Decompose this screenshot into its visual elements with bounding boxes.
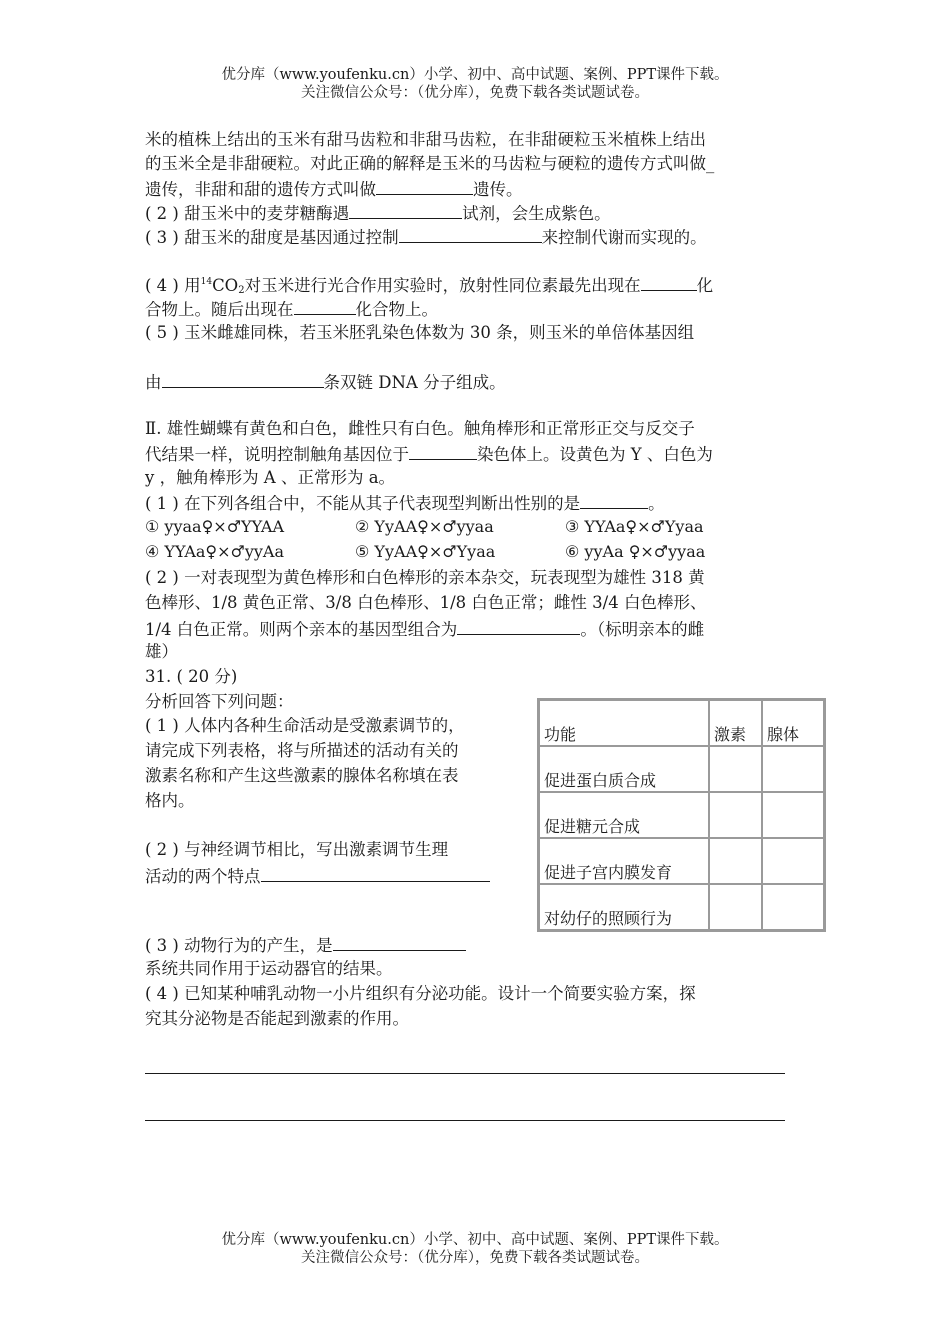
hormone-answer-cell[interactable] [709,884,762,930]
hormone-table [537,698,826,932]
text-segment: 化合物上。 [355,300,438,319]
text-segment: 染色体上。设黄色为 Y 、白色为 [477,445,713,464]
text-line: 系统共同作用于运动器官的结果。 [145,959,393,978]
hormone-answer-cell[interactable] [709,746,762,792]
text-line: 米的植株上结出的玉米有甜马齿粒和非甜马齿粒，在非甜硬粒玉米植株上结出 [145,130,706,149]
text-line: 请完成下列表格，将与所描述的活动有关的 [145,741,459,760]
question-line [145,490,665,516]
text-segment: 遗传，非甜和甜的遗传方式叫做 [145,180,376,199]
gland-answer-cell[interactable] [762,838,824,884]
answer-blank[interactable] [349,200,462,219]
text-segment: 由 [145,373,162,392]
text-line: ( 1 ) 人体内各种生命活动是受激素调节的， [145,716,465,735]
table-row [539,792,824,838]
text-line: 分析回答下列问题： [145,692,294,711]
column-header-gland: 腺体 [762,700,824,746]
question-title: 31. ( 20 分) [145,667,238,686]
answer-blank[interactable] [376,176,473,195]
text-line: 激素名称和产生这些激素的腺体名称填在表 [145,766,459,785]
gland-answer-cell[interactable] [762,884,824,930]
answer-blank[interactable] [333,932,466,951]
text-segment: 条双链 DNA 分子组成。 [323,373,506,392]
text-line: y ，触角棒形为 A 、正常形为 a。 [145,468,396,487]
text-segment: 活动的两个特点 [145,867,261,886]
question-line: ( 5 ) 玉米雌雄同株，若玉米胚乳染色体数为 30 条，则玉米的单倍体基因组 [145,323,695,342]
text-line: 究其分泌物是否能起到激素的作用。 [145,1009,409,1028]
text-line: ( 2 ) 与神经调节相比，写出激素调节生理 [145,840,449,859]
answer-blank[interactable] [261,863,490,882]
option-item: ② YyAA♀×♂yyaa [355,517,494,536]
text-segment: 合物上。随后出现在 [145,300,294,319]
answer-blank[interactable] [580,490,648,509]
hormone-answer-cell[interactable] [709,792,762,838]
page-footer [0,1231,950,1267]
option-item: ⑤ YyAA♀×♂Yyaa [355,542,496,561]
text-line [145,932,466,958]
text-segment: 。 [648,494,665,513]
footer-line-2: 关注微信公众号：（优分库），免费下载各类试题试卷。 [301,1250,649,1266]
table-header-row [539,700,824,746]
question-line [145,224,707,250]
answer-blank[interactable] [162,369,324,388]
answer-blank[interactable] [399,224,542,243]
text-line: Ⅱ. 雄性蝴蝶有黄色和白色，雌性只有白色。触角棒形和正常形正交与反交子 [145,419,695,438]
text-line [145,369,506,395]
text-segment: 来控制代谢而实现的。 [541,228,707,247]
question-line: ( 2 ) 一对表现型为黄色棒形和白色棒形的亲本杂交，玩表现型为雄性 318 黄 [145,568,705,587]
header-line-2: 关注微信公众号：（优分库），免费下载各类试题试卷。 [301,85,649,101]
text-segment: CO [212,276,239,295]
column-header-hormone: 激素 [709,700,762,746]
option-item: ⑥ yyAa ♀×♂yyaa [565,542,706,561]
text-segment: ( 3 ) 动物行为的产生，是 [145,936,333,955]
gland-answer-cell[interactable] [762,746,824,792]
text-segment: ( 3 ) 甜玉米的甜度是基因通过控制 [145,228,399,247]
hormone-answer-cell[interactable] [709,838,762,884]
text-segment: 遗传。 [473,180,523,199]
question-line [145,272,713,298]
text-line [145,296,438,322]
text-line: 雄） [145,642,178,661]
text-segment: ( 4 ) 用 [145,276,201,295]
answer-line[interactable] [145,1073,785,1074]
footer-line-1: 优分库（www.youfenku.cn）小学、初中、高中试题、案例、PPT课件下载。 [221,1232,729,1248]
answer-blank[interactable] [294,296,356,315]
text-line: 的玉米全是非甜硬粒。对此正确的解释是玉米的马齿粒与硬粒的遗传方式叫做_ [145,154,715,173]
isotope-superscript: 14 [200,277,213,287]
function-cell: 促进子宫内膜发育 [539,838,709,884]
page-header [0,66,950,102]
header-line-1: 优分库（www.youfenku.cn）小学、初中、高中试题、案例、PPT课件下载。 [221,67,729,83]
answer-blank[interactable] [409,441,477,460]
text-line [145,616,704,642]
option-item: ① yyaa♀×♂YYAA [145,517,285,536]
column-header-function: 功能 [539,700,709,746]
text-segment: 对玉米进行光合作用实验时，放射性同位素最先出现在 [244,276,641,295]
question-line [145,200,611,226]
text-line: 色棒形、1/8 黄色正常、3/8 白色棒形、1/8 白色正常；雌性 3/4 白色棒形、 [145,593,707,612]
text-line: ( 4 ) 已知某种哺乳动物一小片组织有分泌功能。设计一个简要实验方案，探 [145,984,696,1003]
table-row [539,838,824,884]
text-segment: 1/4 白色正常。则两个亲本的基因型组合为 [145,620,458,639]
text-segment: 化 [696,276,714,295]
table-row [539,746,824,792]
option-item: ③ YYAa♀×♂Yyaa [565,517,704,536]
answer-line[interactable] [145,1120,785,1121]
text-line: 格内。 [145,791,195,810]
subscript: 2 [238,285,245,296]
text-line [145,441,713,467]
answer-blank[interactable] [641,272,697,291]
text-segment: 。（标明亲本的雌 [580,620,705,639]
option-item: ④ YYAa♀×♂yyAa [145,542,285,561]
function-cell: 促进蛋白质合成 [539,746,709,792]
text-segment: 试剂，会生成紫色。 [462,204,611,223]
function-cell: 促进糖元合成 [539,792,709,838]
gland-answer-cell[interactable] [762,792,824,838]
text-segment: 代结果一样，说明控制触角基因位于 [145,445,409,464]
table-row [539,884,824,930]
answer-blank[interactable] [457,616,580,635]
text-line [145,863,490,889]
function-cell: 对幼仔的照顾行为 [539,884,709,930]
text-segment: ( 2 ) 甜玉米中的麦芽糖酶遇 [145,204,350,223]
text-segment: ( 1 ) 在下列各组合中，不能从其子代表现型判断出性别的是 [145,494,581,513]
text-line [145,176,523,202]
